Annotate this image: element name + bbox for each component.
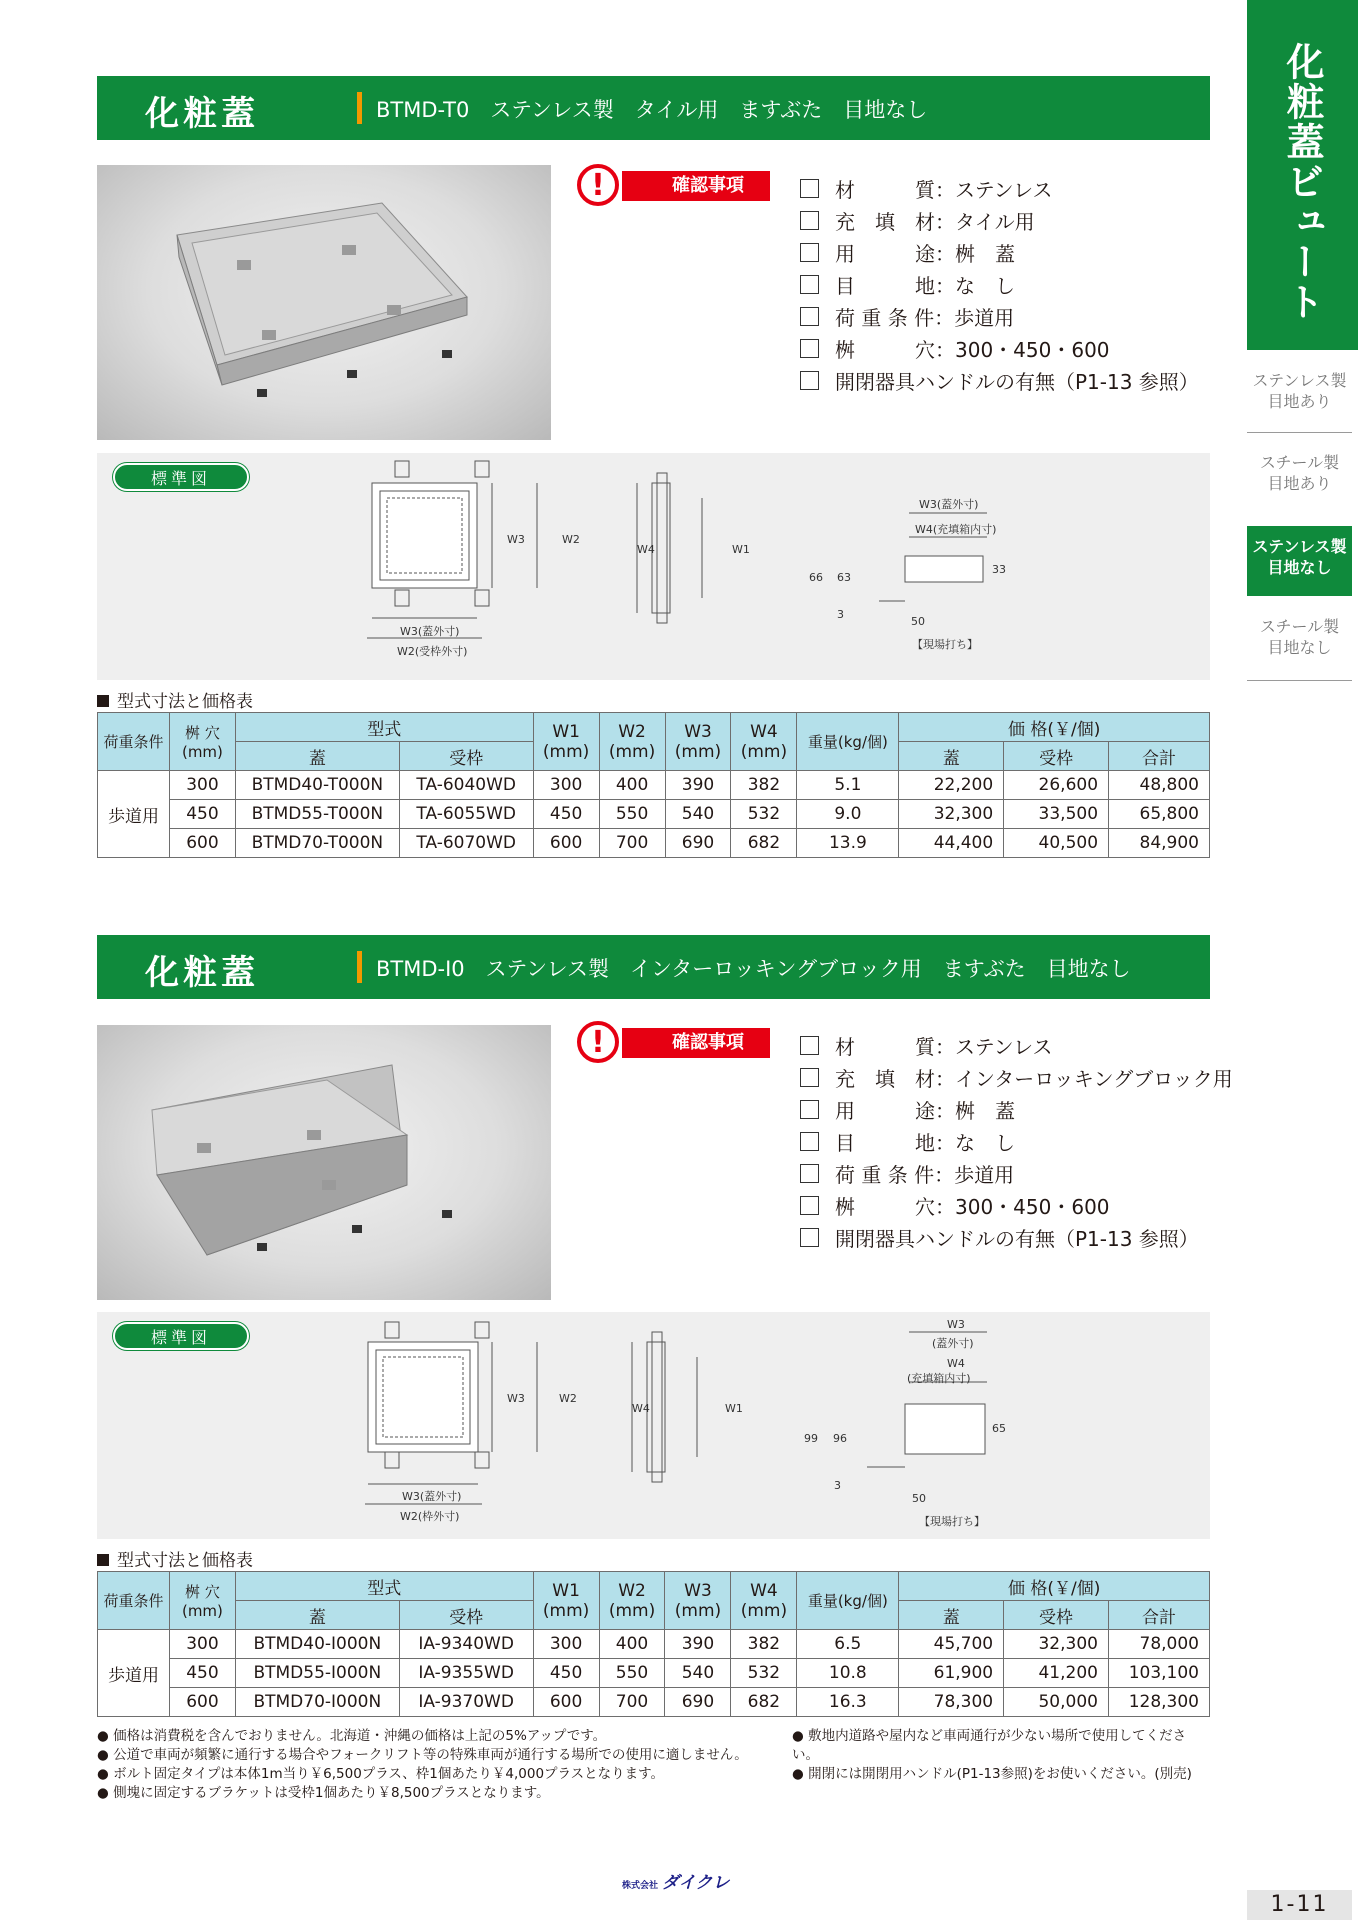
spec-text: 材 質：ステンレス [835,177,1053,202]
spec-item [800,364,1220,396]
table-caption-text: 型式寸法と価格表 [117,1551,253,1571]
cell-w1: 300 [533,1630,599,1659]
th-total: 合計 [1109,742,1210,771]
side-category-tab[interactable] [1247,0,1358,350]
spec-text: 用 途：桝 蓋 [835,1098,1015,1123]
side-nav-stainless-nojoint[interactable] [1247,526,1352,596]
footnote: ● 公道で車両が頻繁に通行する場合やフォークリフト等の特殊車両が通行する場所での使用に適しません。 [97,1746,777,1765]
spec-item [800,332,1220,364]
th-model: 型式 [235,1572,533,1601]
footnotes-right [792,1727,1212,1784]
cell-w4: 532 [731,800,797,829]
side-nav-label: ステンレス製 目地なし [1252,537,1347,577]
checkbox[interactable] [800,307,819,326]
table-row [98,1630,1210,1659]
dim-label: W3(蓋外寸) [402,1490,462,1503]
cell-pit: 600 [169,829,235,858]
cell-w4: 382 [731,1630,797,1659]
page-number: 1-11 [1247,1890,1352,1920]
warning-mark: ! [591,1024,605,1060]
side-nav-label: ステンレス製 目地あり [1252,371,1347,411]
side-nav-label: スチール製 目地なし [1259,617,1340,657]
notice-tag [622,1028,770,1058]
th-load: 荷重条件 [98,1572,170,1630]
spec-text: 荷 重 条 件：歩道用 [835,305,1015,330]
cell-total: 78,000 [1108,1630,1209,1659]
th-pit: 桝 穴 (mm) [169,1572,235,1630]
dim-label: 50 [912,1492,926,1505]
th-w3: W3 (mm) [665,1572,731,1630]
spec-text: 目 地：な し [835,1130,1015,1155]
dim-label: W3 [507,533,525,546]
dim-label: 【現場打ち】 [912,638,978,651]
warning-icon [577,1021,619,1063]
th-lid: 蓋 [235,1601,399,1630]
dimension-drawing [97,1312,1210,1539]
checkbox[interactable] [800,275,819,294]
diagram-badge: 標準図 [113,1322,249,1350]
cell-load: 歩道用 [98,1630,170,1717]
cell-weight: 13.9 [797,829,899,858]
cell-w2: 550 [599,800,665,829]
spec-text: 目 地：な し [835,273,1015,298]
cell-pit: 450 [169,800,235,829]
checkbox[interactable] [800,1036,819,1055]
cell-price-frame: 41,200 [1004,1659,1109,1688]
checkbox[interactable] [800,1100,819,1119]
dim-label: W3 [947,1318,965,1331]
cell-w3: 690 [665,1688,731,1717]
th-w4: W4 (mm) [731,1572,797,1630]
th-load: 荷重条件 [98,713,170,771]
spec-item [800,1093,1220,1125]
cell-frame: IA-9355WD [399,1659,533,1688]
dim-label: W4 [947,1357,965,1370]
spec-item [800,236,1220,268]
section-accent-bar [357,951,362,983]
cell-frame: TA-6070WD [399,829,533,858]
dim-label: 65 [992,1422,1006,1435]
table-row [98,829,1210,858]
dim-label: W4 [637,543,655,556]
cell-w2: 550 [599,1659,665,1688]
cell-weight: 6.5 [797,1630,899,1659]
product-photo-illustration [97,165,551,440]
section-header [97,935,1210,999]
section-title: 化粧蓋 [145,953,259,993]
footnote: ● 価格は消費税を含んでおりません。北海道・沖縄の価格は上記の5%アップです。 [97,1727,777,1746]
checkbox[interactable] [800,1196,819,1215]
th-weight: 重量(kg/個) [797,1572,899,1630]
th-w1: W1 (mm) [533,713,599,771]
cell-lid: BTMD70-I000N [235,1688,399,1717]
product-photo [97,165,551,440]
spec-text: 桝 穴：300・450・600 [835,1194,1110,1219]
cell-pit: 300 [169,1630,235,1659]
cell-weight: 10.8 [797,1659,899,1688]
cell-lid: BTMD40-T000N [235,771,399,800]
spec-item [800,1189,1220,1221]
company-logo [622,1868,729,1893]
checkbox[interactable] [800,243,819,262]
table-caption [97,1546,253,1571]
cell-w3: 390 [665,771,731,800]
dim-label: 63 [837,571,851,584]
cell-frame: TA-6055WD [399,800,533,829]
cell-price-lid: 22,200 [899,771,1004,800]
dim-label: W2(受枠外寸) [397,645,468,658]
spec-checklist [800,1029,1233,1253]
cell-total: 65,800 [1109,800,1210,829]
cell-price-frame: 26,600 [1004,771,1109,800]
notice-tag [622,171,770,201]
standard-diagram [97,1312,1210,1539]
checkbox[interactable] [800,1228,819,1247]
dim-label: (充填箱内寸) [907,1372,971,1385]
dim-label: 3 [834,1479,841,1492]
dim-label: W3(蓋外寸) [400,625,460,638]
side-nav-label: スチール製 目地あり [1259,453,1340,493]
cell-pit: 300 [169,771,235,800]
spec-item [800,1061,1233,1093]
price-table [97,712,1210,858]
diagram-badge: 標準図 [113,463,249,491]
table-row [98,800,1210,829]
dim-label: 50 [911,615,925,628]
spec-item [800,268,1220,300]
cell-price-frame: 32,300 [1004,1630,1109,1659]
spec-item [800,1029,1220,1061]
cell-price-lid: 78,300 [899,1688,1004,1717]
product-photo-illustration [97,1025,551,1300]
checkbox[interactable] [800,179,819,198]
spec-item [800,1125,1220,1157]
th-weight: 重量(kg/個) [797,713,899,771]
checkbox[interactable] [800,339,819,358]
cell-w4: 532 [731,1659,797,1688]
dim-label: 33 [992,563,1006,576]
warning-mark: ! [591,167,605,203]
cell-total: 84,900 [1109,829,1210,858]
checkbox[interactable] [800,1068,819,1087]
spec-item [800,172,1220,204]
dim-label: W1 [732,543,750,556]
footnote: ● 敷地内道路や屋内など車両通行が少ない場所で使用してください。 [792,1727,1212,1765]
product-photo [97,1025,551,1300]
dimension-drawing [97,453,1210,680]
cell-w1: 600 [533,1688,599,1717]
dim-label: W4(充填箱内寸) [915,523,997,536]
cell-total: 128,300 [1108,1688,1209,1717]
checkbox[interactable] [800,1132,819,1151]
cell-price-lid: 32,300 [899,800,1004,829]
cell-w4: 382 [731,771,797,800]
dim-label: 96 [833,1432,847,1445]
cell-w1: 450 [533,1659,599,1688]
spec-item [800,1221,1220,1253]
table-row [98,1659,1210,1688]
cell-price-frame: 40,500 [1004,829,1109,858]
cell-price-frame: 33,500 [1004,800,1109,829]
side-divider [1247,432,1352,433]
dim-label: W2 [562,533,580,546]
section-accent-bar [357,92,362,124]
cell-w2: 700 [599,1688,665,1717]
side-nav-steel-nojoint[interactable] [1247,616,1352,658]
table-caption-text: 型式寸法と価格表 [117,692,253,712]
cell-pit: 450 [169,1659,235,1688]
section-subtitle: BTMD-T0 ステンレス製 タイル用 ますぶた 目地なし [376,98,928,122]
cell-w4: 682 [731,1688,797,1717]
warning-icon [577,164,619,206]
cell-w1: 300 [533,771,599,800]
cell-price-frame: 50,000 [1004,1688,1109,1717]
spec-text: 桝 穴：300・450・600 [835,337,1110,362]
price-table [97,1571,1210,1717]
th-model: 型式 [235,713,533,742]
footnote: ● 側塊に固定するブラケットは受枠1個あたり￥8,500プラスとなります。 [97,1784,777,1803]
spec-text: 開閉器具ハンドルの有無（P1-13 参照） [835,1226,1199,1251]
dim-label: W3 [507,1392,525,1405]
th-lid: 蓋 [235,742,399,771]
th-price-frame: 受枠 [1004,1601,1109,1630]
spec-item [800,1157,1220,1189]
cell-w3: 540 [665,1659,731,1688]
footnote: ● ボルト固定タイプは本体1m当り￥6,500プラス、枠1個あたり￥4,000プラスとなります。 [97,1765,777,1784]
side-nav-steel-joint[interactable] [1247,452,1352,494]
cell-price-lid: 45,700 [899,1630,1004,1659]
cell-frame: IA-9370WD [399,1688,533,1717]
table-row [98,1688,1210,1717]
cell-lid: BTMD55-T000N [235,800,399,829]
dim-label: 66 [809,571,823,584]
cell-weight: 5.1 [797,771,899,800]
dim-label: W2(枠外寸) [400,1510,460,1523]
spec-text: 充 填 材：タイル用 [835,209,1035,234]
th-total: 合計 [1108,1601,1209,1630]
footnotes-left [97,1727,777,1803]
section-subtitle: BTMD-I0 ステンレス製 インターロッキングブロック用 ますぶた 目地なし [376,957,1131,981]
th-w2: W2 (mm) [599,1572,665,1630]
cell-frame: IA-9340WD [399,1630,533,1659]
th-w1: W1 (mm) [533,1572,599,1630]
notice-label: 確認事項 [672,175,744,196]
cell-total: 48,800 [1109,771,1210,800]
footnote: ● 開閉には開閉用ハンドル(P1-13参照)をお使いください。(別売) [792,1765,1212,1784]
th-price-frame: 受枠 [1004,742,1109,771]
cell-load: 歩道用 [98,771,170,858]
cell-w2: 700 [599,829,665,858]
th-pit: 桝 穴 (mm) [169,713,235,771]
th-frame: 受枠 [399,1601,533,1630]
cell-w2: 400 [599,1630,665,1659]
section-title: 化粧蓋 [145,94,259,134]
th-w2: W2 (mm) [599,713,665,771]
cell-lid: BTMD70-T000N [235,829,399,858]
dim-label: W1 [725,1402,743,1415]
checkbox[interactable] [800,211,819,230]
checkbox[interactable] [800,1164,819,1183]
cell-w3: 540 [665,800,731,829]
cell-lid: BTMD55-I000N [235,1659,399,1688]
standard-diagram [97,453,1210,680]
side-divider [1247,680,1352,681]
cell-lid: BTMD40-I000N [235,1630,399,1659]
section-header [97,76,1210,140]
cell-w3: 390 [665,1630,731,1659]
cell-w1: 450 [533,800,599,829]
cell-w2: 400 [599,771,665,800]
spec-text: 開閉器具ハンドルの有無（P1-13 参照） [835,369,1199,394]
th-w4: W4 (mm) [731,713,797,771]
cell-pit: 600 [169,1688,235,1717]
cell-weight: 9.0 [797,800,899,829]
company-prefix: 株式会社 [622,1881,659,1891]
spec-text: 充 填 材：インターロッキングブロック用 [835,1066,1233,1091]
spec-item [800,300,1220,332]
side-nav-stainless-joint[interactable] [1247,370,1352,412]
table-row [98,771,1210,800]
dim-label: W3(蓋外寸) [919,498,979,511]
th-price: 価 格(￥/個) [899,713,1210,742]
th-price: 価 格(￥/個) [899,1572,1210,1601]
cell-frame: TA-6040WD [399,771,533,800]
cell-weight: 16.3 [797,1688,899,1717]
dim-label: 【現場打ち】 [919,1515,985,1528]
dim-label: (蓋外寸) [932,1337,974,1350]
th-frame: 受枠 [399,742,533,771]
th-price-lid: 蓋 [899,742,1004,771]
th-w3: W3 (mm) [665,713,731,771]
company-name: ダイクレ [662,1873,730,1893]
dim-label: 3 [837,608,844,621]
cell-total: 103,100 [1108,1659,1209,1688]
cell-price-lid: 61,900 [899,1659,1004,1688]
cell-w4: 682 [731,829,797,858]
spec-item [800,204,1220,236]
notice-label: 確認事項 [672,1032,744,1053]
spec-text: 用 途：桝 蓋 [835,241,1015,266]
dim-label: 99 [804,1432,818,1445]
spec-text: 荷 重 条 件：歩道用 [835,1162,1015,1187]
spec-text: 材 質：ステンレス [835,1034,1053,1059]
cell-w1: 600 [533,829,599,858]
table-caption [97,687,253,712]
th-price-lid: 蓋 [899,1601,1004,1630]
cell-w3: 690 [665,829,731,858]
cell-price-lid: 44,400 [899,829,1004,858]
dim-label: W2 [559,1392,577,1405]
dim-label: W4 [632,1402,650,1415]
side-tab-title: 化粧蓋ビュート [1280,42,1324,322]
spec-checklist [800,172,1220,396]
checkbox[interactable] [800,371,819,390]
